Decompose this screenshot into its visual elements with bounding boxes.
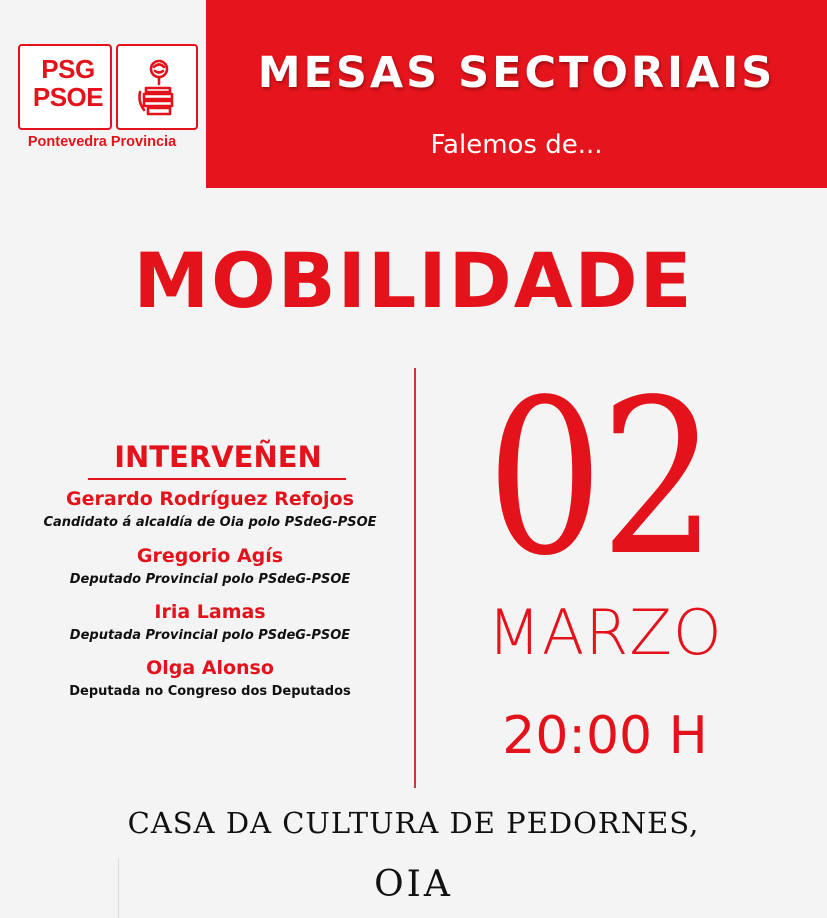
speakers-heading: INTERVEÑEN bbox=[114, 440, 322, 474]
event-day: 02 bbox=[486, 354, 714, 603]
logo-line-2: PSOE bbox=[32, 82, 104, 112]
topic-title: MOBILIDADE bbox=[133, 236, 694, 325]
logo-line-1: PSG bbox=[41, 54, 95, 84]
speaker-item bbox=[0, 655, 420, 703]
venue-place: CASA DA CULTURA DE PEDORNES, bbox=[127, 806, 700, 840]
speaker-role: Deputada no Congreso dos Deputados bbox=[69, 684, 351, 699]
logo-icon-box bbox=[116, 44, 198, 130]
speaker-name: Gerardo Rodríguez Refojos bbox=[66, 488, 354, 510]
speaker-role: Deputada Provincial polo PSdeG-PSOE bbox=[69, 628, 351, 643]
logo-text-box bbox=[18, 44, 112, 130]
header-band bbox=[206, 0, 827, 188]
speaker-name: Olga Alonso bbox=[146, 657, 274, 679]
fist-rose-icon bbox=[136, 58, 182, 118]
speakers-underline bbox=[88, 478, 346, 480]
header-subtitle: Falemos de... bbox=[430, 130, 603, 160]
header-title: MESAS SECTORIAIS bbox=[257, 48, 776, 98]
speaker-role: Deputado Provincial polo PSdeG-PSOE bbox=[69, 572, 351, 587]
event-time: 20:00 H bbox=[502, 706, 708, 766]
speaker-name: Gregorio Agís bbox=[136, 545, 284, 567]
venue-city: OIA bbox=[374, 864, 453, 905]
speaker-item bbox=[0, 543, 420, 591]
party-logo bbox=[14, 44, 190, 154]
event-month: MARZO bbox=[487, 596, 723, 669]
speaker-item bbox=[0, 599, 420, 647]
speaker-name: Iria Lamas bbox=[154, 601, 266, 623]
speaker-role: Candidato á alcaldía de Oia polo PSdeG-PSOE bbox=[43, 515, 377, 530]
speaker-item bbox=[0, 486, 420, 534]
logo-caption: Pontevedra Provincia bbox=[27, 134, 177, 150]
